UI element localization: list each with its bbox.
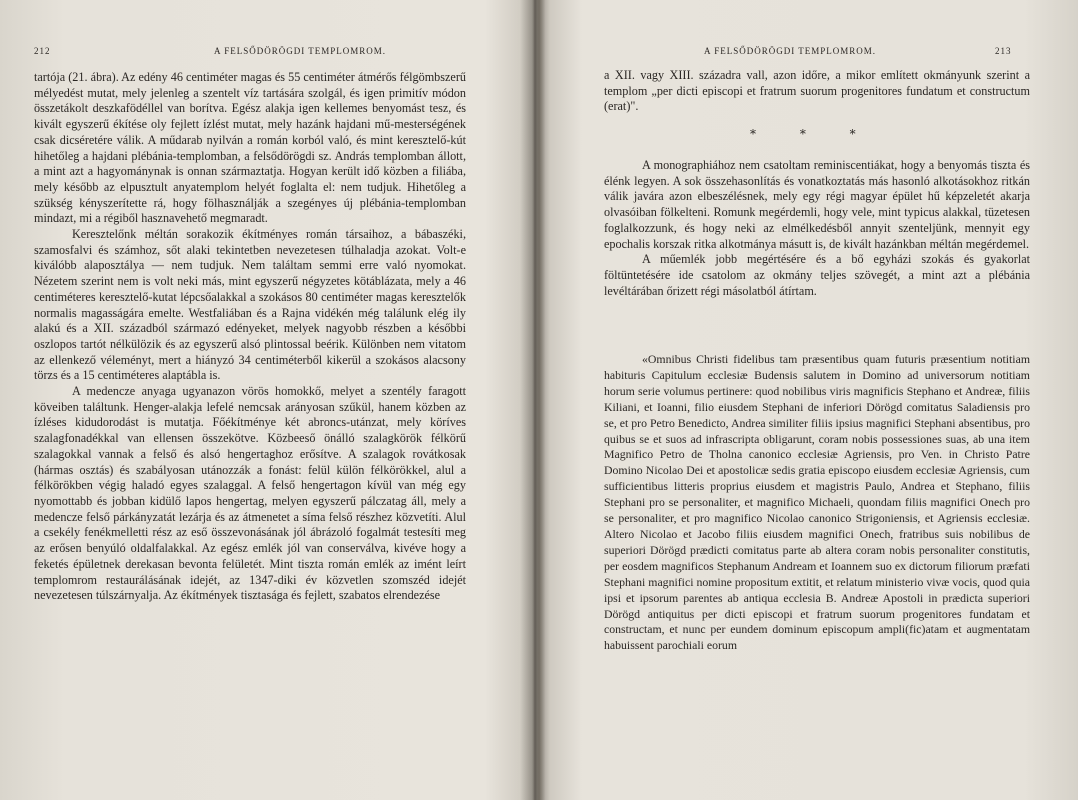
left-body bbox=[34, 70, 466, 604]
paragraph: Keresztelőnk méltán sorakozik ékítményes román társaihoz, a bábaszéki, szamosfalvi és számhoz, sőt alaki tekintetben nevezetesen túlhaladja azokat. Volt-e kiválóbb alaposztálya — nem tudjuk. Nem találtam semmi erre való nyomokat. Nézetem szerint nem is volt neki más, mint egyszerű négyzetes kötáblázata, mely a 46 centiméteres keresztelő-kutat lépcsőalakkal a szokásos 80 centiméter magas keresztelők normalis magasságára emelte. Westfaliában és a Rajna vidékén még találunk elég ily alakú és a XII. századból származó edényeket, melyek nagyobb részben a későbbi oszlopos tartót nélkülözik és az egyszerű alsó plintossal beérik. Különben nem vitatom az ellenkező véleményt, mert a hiányzó 34 centiméterből kikerül a szokásos alacsony törzs és a 15 centiméteres alaptábla is. bbox=[34, 227, 466, 383]
latin-charter bbox=[604, 352, 1030, 654]
page-number: 213 bbox=[995, 46, 1012, 56]
right-top-text bbox=[604, 68, 1030, 115]
left-page bbox=[0, 0, 530, 800]
paragraph: A medencze anyaga ugyanazon vörös homokkő, melyet a szentély faragott köveiben találtunk. Henger-alakja lefelé nemcsak arányosan szűkül, hanem közben az ízléses kidudorodást is mutatja. Főékítménye két abroncs-utánzat, mely köríves szalagfonadékkal van ellensen összekötve. Közbeeső önálló szalagkörök félkörű szalagokkal vannak a felső és alsó hengertaghoz erősítve. A szalagok rovátkosak (hármas osztás) és szabályosan utánozzák a fonást: felül külön félkörökkel, alul a félkörökben végig haladó egyes szalaggal. A felső hengertagon kívül van még egy nyomottabb és jobban kidülő lapos hengertag, melyen egyszerű pálczatag áll, mely a medencze felső párkányzatát lezárja és az átmenetet a síma felső részhez közvetíti. Alul a csekély fenékmelletti rész az eső összevonásának jól ábrázoló fogalmát testesíti meg az erősen benyúló oldalfalakkal. Az egész emlék jól van conserválva, kivéve hogy a feketés épületnek derekasan bevonta felületét. Mint tiszta román emlék az imént leírt templomrom restaurálásának idejét, az 1347-diki év közvetlen szomszéd idejét nevezetesen túlszárnyalja. Az ékítmények tisztasága és fejlett, szabatos elrendezése bbox=[34, 384, 466, 603]
running-head: A FELSŐDÖRÖGDI TEMPLOMROM. bbox=[213, 46, 387, 56]
paragraph: a XII. vagy XIII. századra vall, azon időre, a mikor említett okmányunk szerint a templom „per dicti episcopi et fratrum suorum progenitores fundatum et constructum (erat)". bbox=[604, 68, 1030, 114]
paragraph: A műemlék jobb megértésére és a bő egyházi szokás és gyakorlat föltüntetésére ide csatolom az okmány teljes szövegét, a mint azt a plébánia levéltárában őrizett régi másolatból átírtam. bbox=[604, 252, 1030, 298]
paragraph: tartója (21. ábra). Az edény 46 centiméter magas és 55 centiméter átmérős félgömbszerű mélyedést mutat, mely jelenleg a szentelt víz tartására szolgál, és igen primitív módon összetákolt deszkafödéllel van borítva. Egész alakja igen kellemes benyomást tesz, és kivált egyszerű ékítése oly fejlett ízlést mutat, mely hazánk hajdani mű-mesterségének csak dicséretére válik. A műdarab nyilván a román korból való, és mint keresztelő-kút hihetőleg a hajdani plébánia-templomban, a felsődörögdi sz. András templomban állott, a mint azt a hagyománynak is onnan származtatja. Hogyan került idő közben a filiába, mely később az elpusztult anyatemplom helyét foglalta el: nem tudjuk. Hihetőleg a szükség kényszerítette rá, hogy fölhasználják a szegényes új plébánia-templomban mindazt, mi a régiből hasznavehető megmaradt. bbox=[34, 70, 466, 226]
section-separator: * * * bbox=[750, 127, 876, 141]
running-head: A FELSŐDÖRÖGDI TEMPLOMROM. bbox=[703, 46, 877, 56]
charter-text: «Omnibus Christi fidelibus tam præsentibus quam futuris præsentium notitiam habituris Capitulum ecclesiæ Budensis salutem in Domino ad universorum notitiam horum serie volumus pertinere: quod nobilibus viris magnificis Stephano et Andreæ, filiis Kiliani, et Ioanni, filio eiusdem Stephani de inferiori Dörögd comitatus Saladiensis pro se, et pro Petro Benedicto, Andrea similiter filiis ipsius magnifici Stephani absentibus, pro quibus se et suos ad infrascripta obligarunt, coram nobis possessiones suas, ab una item Magnifico Petro de Tholna canonico ecclesiæ Agriensis, pro Ven. in Christo Patre Domino Nicolao Dei et apostolicæ sedis gratia episcopo eiusdem ecclesiæ Agriensis, cum sufficientibus litteris proprius eiusdem et magistris Paulo, Andrea et Stephano, filiis Stephani pro se personaliter, et magnifico Michaeli, quondam filiis magnifici Onech pro se personaliter, et pro magnifico Nicolao canonico Strigoniensis, et Agriensis ecclesiæ. Altero Nicolao et Jacobo filiis eiusdem magnifici Onech, fratribus suis nobilibus de superiori Dörögd prædicti comitatus parte ab altera coram nobis personaliter constitutis, per eosdem magnificos Stephanum Andream et Ioannem suo ex dictorum filiorum præfati Stephani magnifici nomine propositum extitit, et relatum ministerio vivæ vocis, quod quia ipsi et ipsorum parentes ab antiqua ecclesia B. Andreæ Apostoli in prædicta superiori Dörögd antiquitus per dicti episcopi et fratrum suorum progenitores fundatam et constructam, et nunc per eundem dominum episcopum ampli(fic)atam et augmentatam habuissent parochiali eorum bbox=[604, 352, 1030, 653]
paragraph: A monographiához nem csatoltam reminiscentiákat, hogy a benyomás tiszta és élénk legyen. A sok összehasonlítás és vonatkoztatás más hasonló alkotásokhoz ritkán válik javára azon elbeszélésnek, mely egy régi magyar épület hű képzeletét akarja olvasóiban fölkelteni. Romunk megérdemli, hogy vele, mint typicus alakkal, tüzetesen foglalkozzunk, és hogy neki az elmélkedésből annyit szenteljünk, mennyit egy epochalis korszak ritka alkotmánya másutt is, de kivált hazánkban méltán megérdemel. bbox=[604, 158, 1030, 251]
page-number: 212 bbox=[34, 46, 51, 56]
right-body bbox=[604, 158, 1030, 299]
right-page bbox=[540, 0, 1078, 800]
